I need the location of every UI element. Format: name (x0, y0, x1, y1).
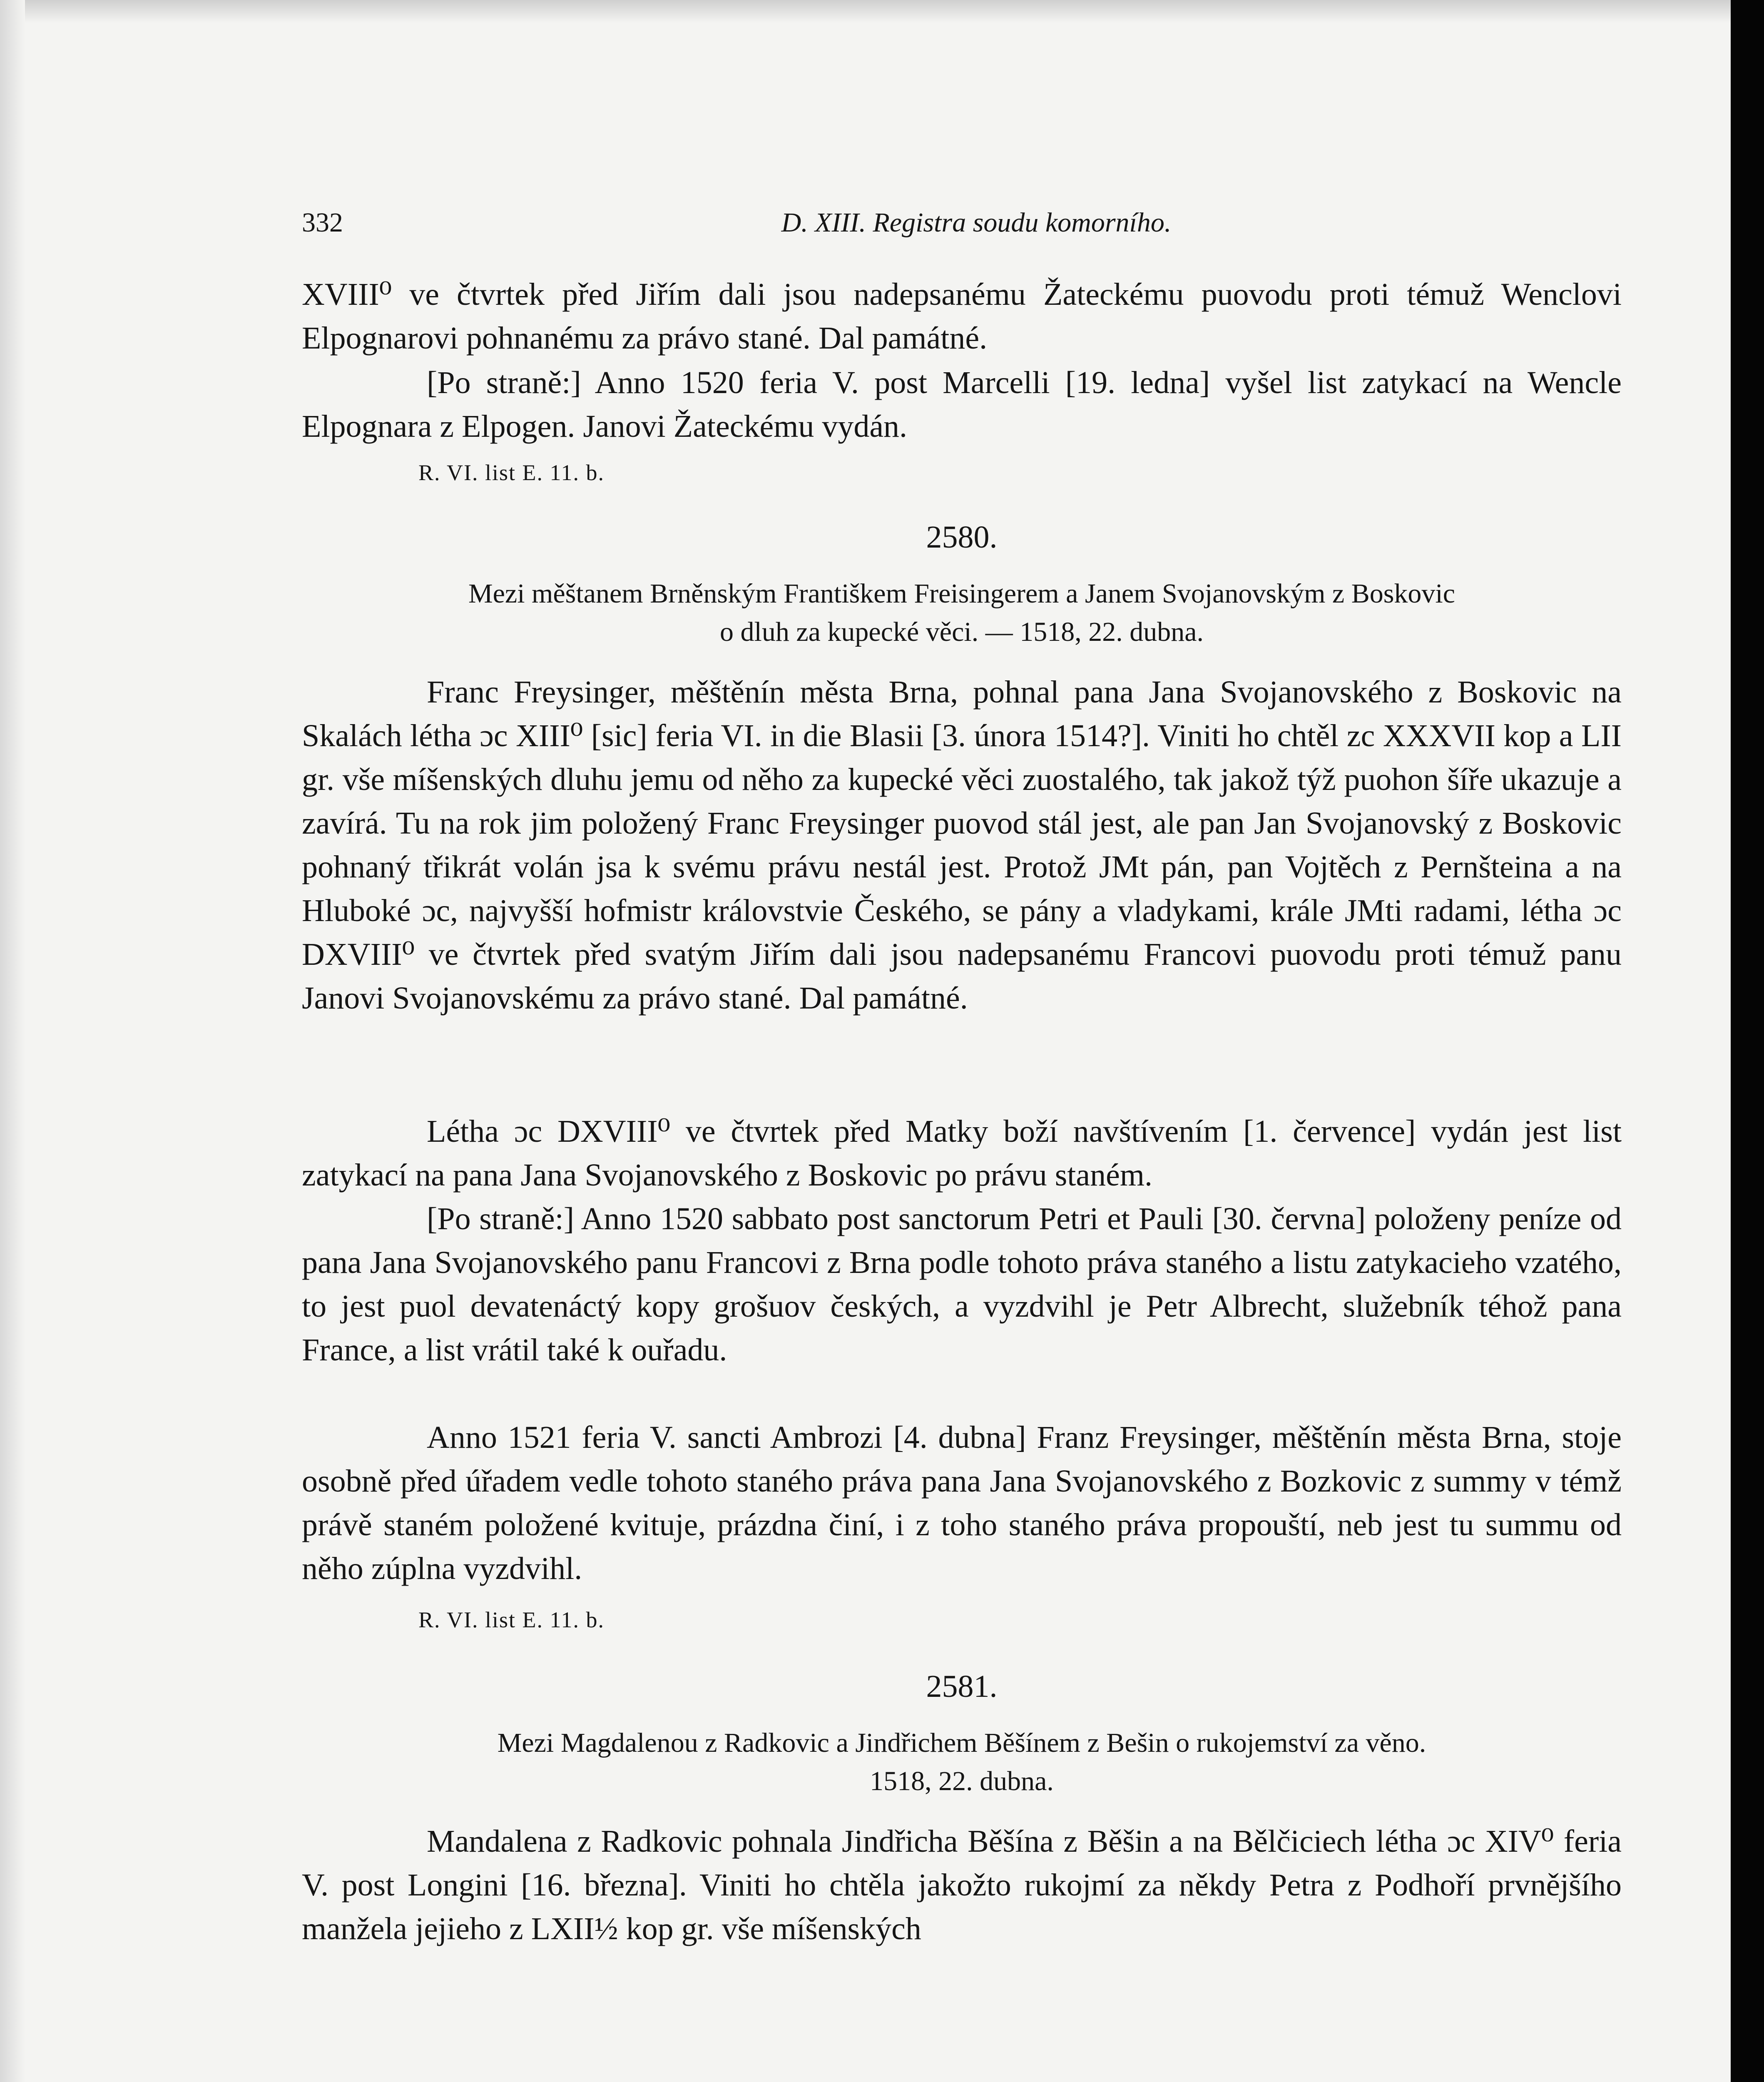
running-title: D. XIII. Registra soudu komorního. (781, 207, 1172, 238)
entry-paragraph: Mandalena z Radkovic pohnala Jindřicha Běšína z Běšin a na Bělčiciech létha ɔc XIV⁰ feria V. post Longini [16. března]. Viniti ho chtěla jakožto rukojmí za někdy Petra z Podhoří prvnějšího manžela jejieho z LXII½ kop gr. vše míšenských (302, 1824, 1622, 1946)
reference-note: R. VI. list E. 11. b. (418, 460, 605, 485)
entry-summary-line-1: Mezi měštanem Brněnským Františkem Freisingerem a Janem Svojanovským z Boskovic (468, 578, 1455, 609)
entry-paragraph: Franc Freysinger, měštěnín města Brna, pohnal pana Jana Svojanovského z Boskovic na Skalách létha ɔc XIII⁰ [sic] feria VI. in die Blasii [3. února 1514?]. Viniti ho chtěl zc XXXVII kop a LII gr. vše míšenských dluhu jemu od něho za kupecké věci zuostalého, tak jakož týž puohon šíře ukazuje a zavírá. Tu na rok jim položený Franc Freysinger puovod stál jest, ale pan Jan Svojanovský z Boskovic pohnaný třikrát volán jsa k svému právu nestál jest. Protož JMt pán, pan Vojtěch z Pernšteina a na Hluboké ɔc, najvyšší hofmistr královstvie Českého, se pány a vladykami, krále JMti radami, létha ɔc DXVIII⁰ ve čtvrtek před svatým Jiřím dali jsou nadepsanému Francovi puovodu proti témuž panu Janovi Svojanovskému za právo stané. Dal památné. (302, 675, 1622, 1016)
running-head (302, 204, 1622, 242)
entry-paragraph: [Po straně:] Anno 1520 sabbato post sanctorum Petri et Pauli [30. června] položeny peníze od pana Jana Svojanovského panu Francovi z Brna podle tohoto práva staného a listu zatykacieho vzatého, to jest puol devatenáctý kopy grošuov českých, a vyzdvihl je Petr Albrecht, služebník téhož pana France, a list vrátil také k ouřadu. (302, 1201, 1622, 1367)
entry-summary-line-1: Mezi Magdalenou z Radkovic a Jindřichem Běšínem z Bešin o rukojemství za věno. (497, 1728, 1426, 1758)
entry-paragraph: Anno 1521 feria V. sancti Ambrozi [4. dubna] Franz Freysinger, měštěnín města Brna, stoje osobně před úřadem vedle tohoto staného práva pana Jana Svojanovského z Bozkovic z summy v témž právě staném položené kvituje, prázdna činí, i z toho staného práva propouští, neb jest tu summu od něho zúplna vyzdvihl. (302, 1420, 1622, 1586)
scan-border-right (1731, 0, 1764, 2082)
entry-summary (302, 575, 1622, 651)
scan-shadow-top (0, 0, 1764, 23)
entry-number: 2580. (926, 520, 998, 555)
continuation-paragraph-1: XVIII⁰ ve čtvrtek před Jiřím dali jsou nadepsanému Žateckému puovodu proti témuž Wenclovi Elpognarovi pohnanému za právo stané. Dal památné. (302, 277, 1622, 356)
entry-number: 2581. (926, 1669, 998, 1704)
entry-paragraph: Létha ɔc DXVIII⁰ ve čtvrtek před Matky boží navštívením [1. července] vydán jest list zatykací na pana Jana Svojanovského z Boskovic po právu staném. (302, 1114, 1622, 1193)
entry-summary-line-2: o dluh za kupecké věci. — 1518, 22. dubna. (719, 617, 1204, 647)
page-number: 332 (302, 207, 343, 238)
entry-summary (302, 1724, 1622, 1801)
scan-shadow-left (0, 0, 25, 2082)
continuation-paragraph-2: [Po straně:] Anno 1520 feria V. post Marcelli [19. ledna] vyšel list zatykací na Wencle Elpognara z Elpogen. Janovi Žateckému vydán. (302, 365, 1622, 444)
entry-summary-line-2: 1518, 22. dubna. (870, 1766, 1054, 1796)
reference-note: R. VI. list E. 11. b. (418, 1607, 605, 1632)
